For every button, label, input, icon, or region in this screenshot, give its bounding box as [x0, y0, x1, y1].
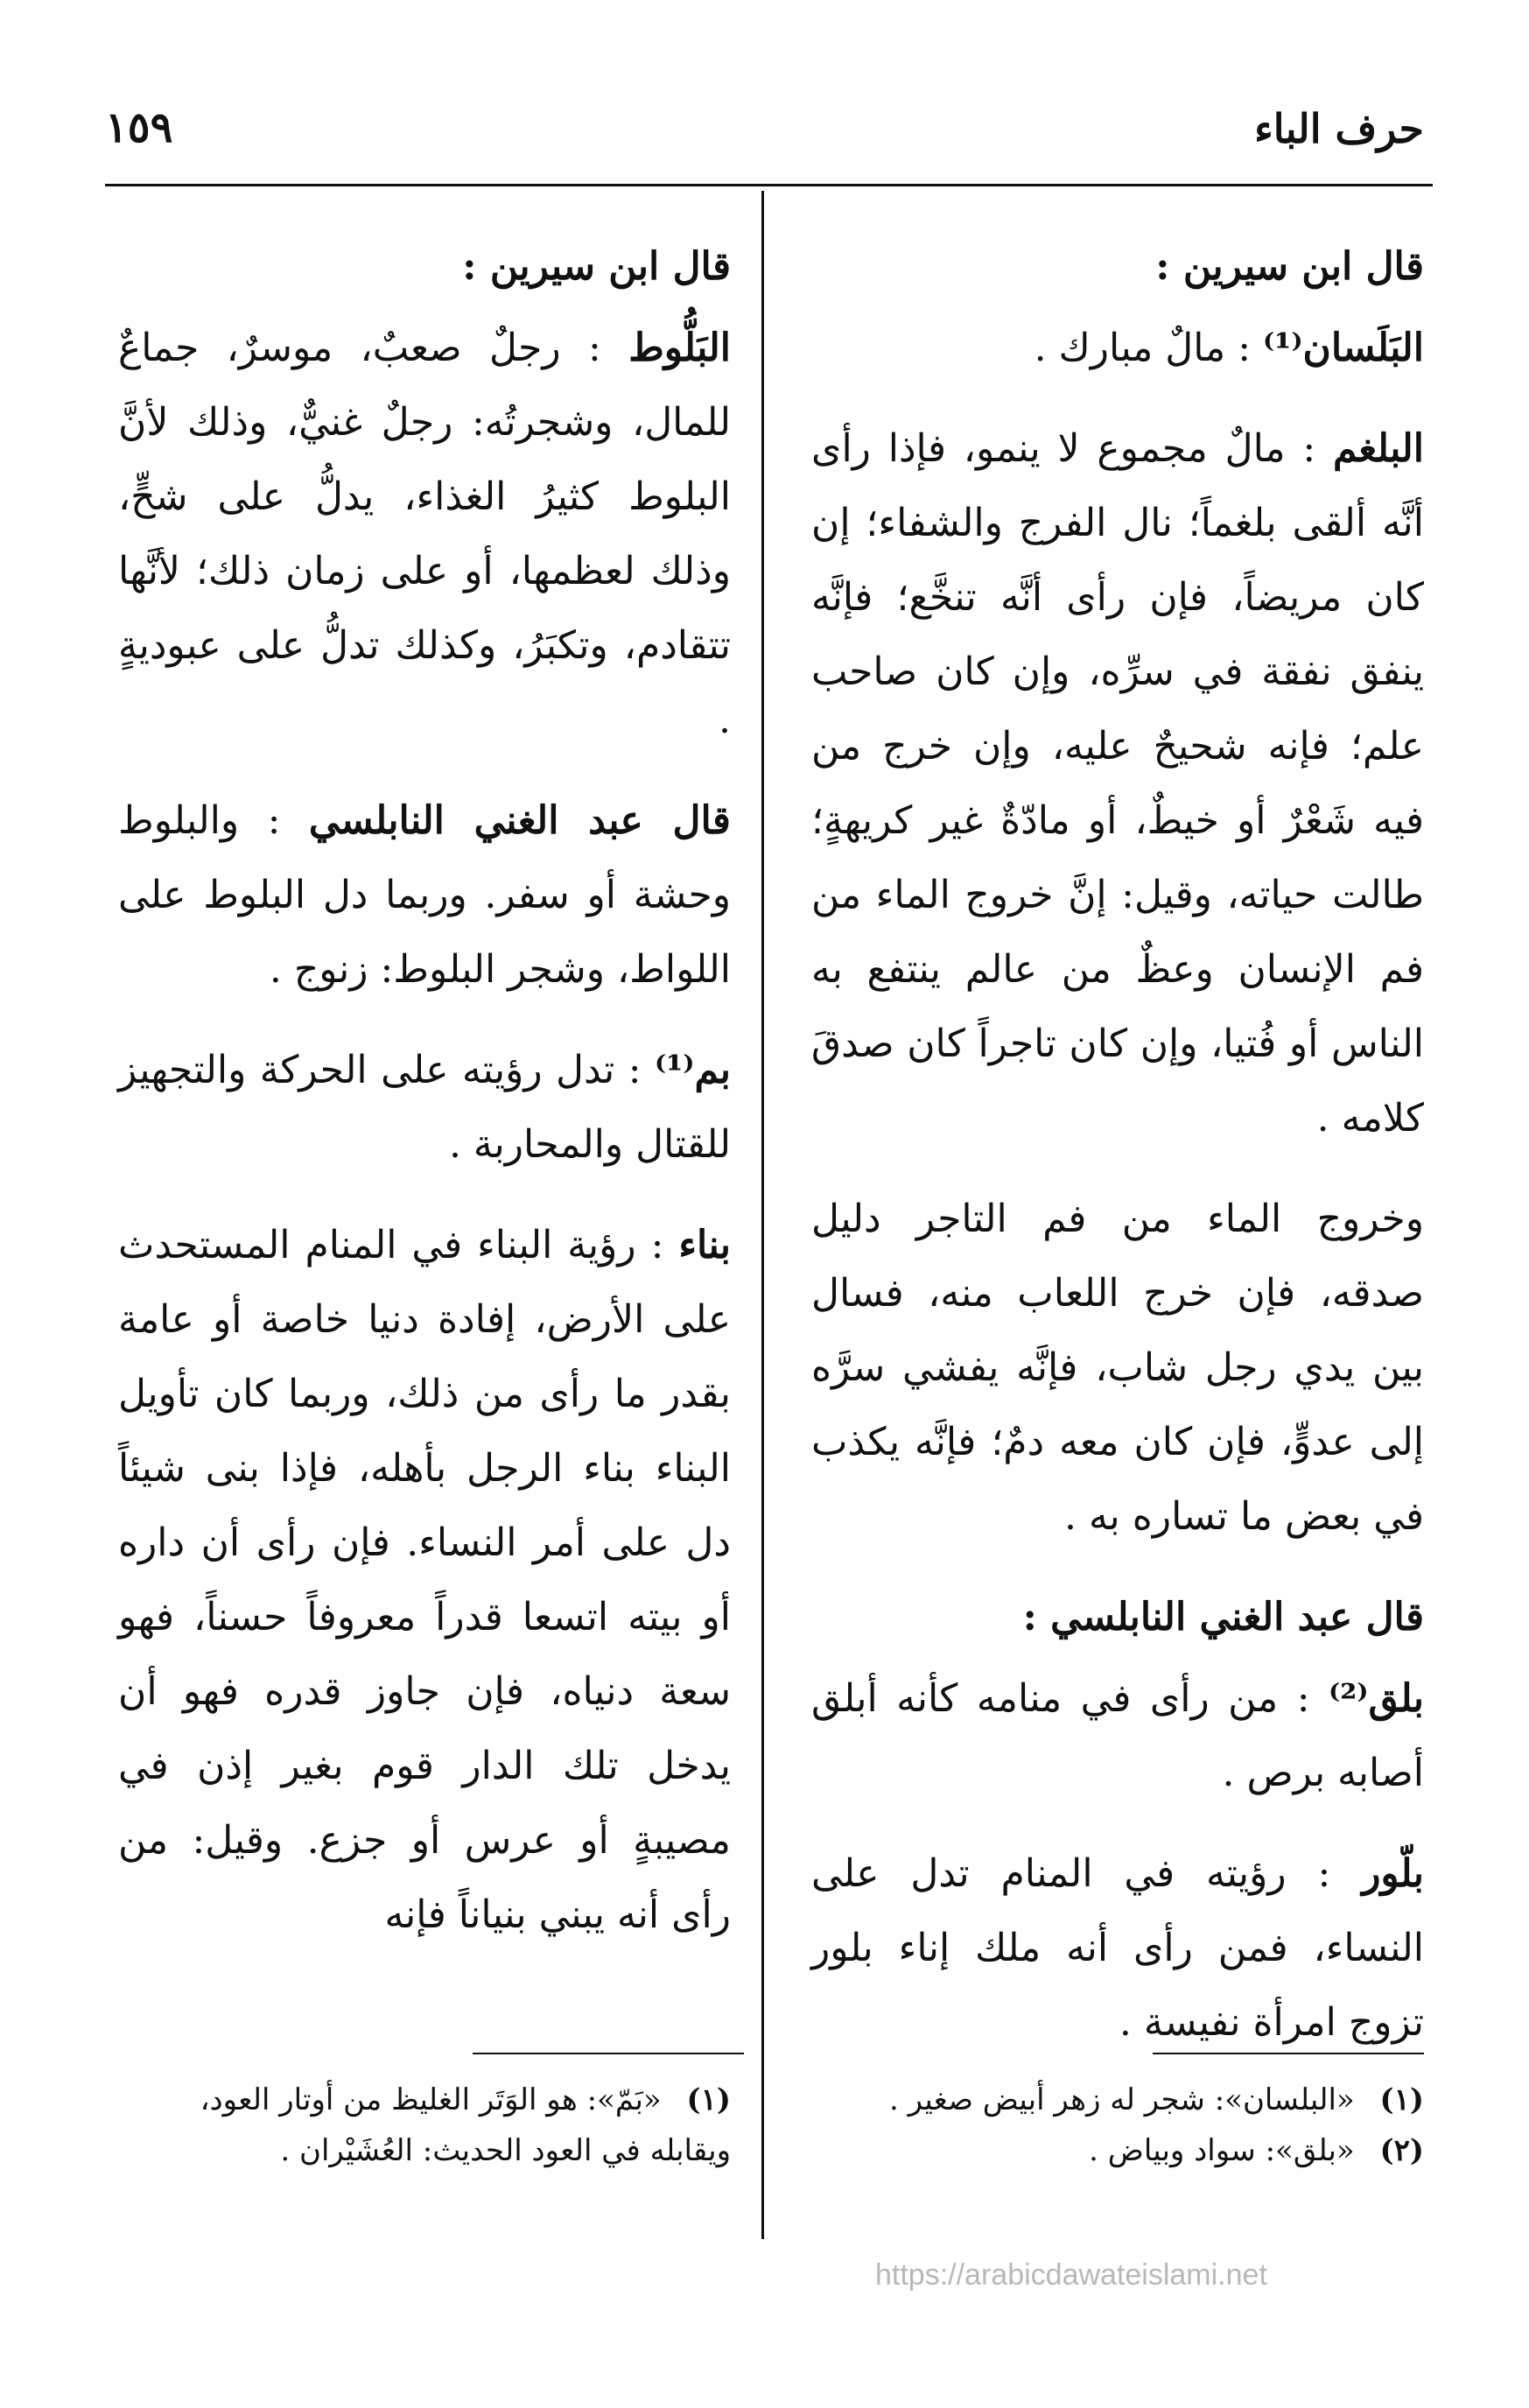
entry-text: : مالٌ مجموع لا ينمو، فإذا رأى أنَّه ألقى بلغماً؛ نال الفرج والشفاء؛ إن كان مريضاً، فإن رأى أنَّه تنخَّع؛ فإنَّه ينفق نفقة في سرِّه، وإن كان صاحب علم؛ فإنه شحيحٌ عليه، وإن خرج من فيه شَعْرٌ أو خيطٌ، أو مادّةٌ غير كريهةٍ؛ طالت حياته، وقيل: إنَّ خروج الماء من فم الإنسان وعظٌ من عالم ينتفع به الناس أو فُتيا، وإن كان تاجراً كان صدقَ كلامه .	[811, 426, 1425, 1141]
footnote-text: «بَمّ»: هو الوَتَر الغليظ من أوتار العود، ويقابله في العود الحديث: العُشَيْران .	[200, 2082, 731, 2168]
entry-term: بلّور	[1362, 1851, 1424, 1896]
entry-text: : رجلٌ صعبٌ، موسرٌ، جماعٌ للمال، وشجرتُه: رجلٌ غنيٌّ، وذلك لأنَّ البلوط كثيرُ الغذاء، يدلُّ على شحٍّ، وذلك لعظمها، أو على زمان ذلك؛ لأنَّها تتقادم، وتكبَرُ، وكذلك تدلُّ على عبوديةٍ .	[118, 326, 731, 742]
footnotes-right	[811, 2075, 1424, 2176]
footnote-number: (١)	[1379, 2082, 1424, 2117]
entry-text: : والبلوط وحشة أو سفر. وربما دل البلوط على اللواط، وشجر البلوط: زنوج .	[118, 798, 731, 992]
right-column	[811, 229, 1424, 2086]
entry-balasan	[811, 311, 1424, 385]
footnote-rule-right	[1153, 2053, 1424, 2054]
left-column	[118, 229, 731, 1978]
page-number: ١٥٩	[105, 103, 173, 152]
entry-bam	[118, 1033, 731, 1182]
page-header-title: حرف الباء	[1254, 105, 1424, 152]
footnote-number: (٢)	[1379, 2133, 1424, 2168]
entry-bina	[118, 1208, 731, 1952]
footnotes-left	[118, 2075, 731, 2176]
entry-balaq	[811, 1661, 1424, 1810]
footnote-text: «بلق»: سواد وبياض .	[1089, 2133, 1355, 2168]
footnote-number: (١)	[686, 2082, 731, 2117]
entry-term: قال عبد الغني النابلسي	[308, 798, 731, 843]
entry-text: : رؤية البناء في المنام المستحدث على الأرض، إفادة دنيا خاصة أو عامة بقدر ما رأى من ذلك، وربما كان تأويل البناء بناء الرجل بأهله، فإذا بنى شيئاً دل على أمر النساء. فإن رأى أن داره أو بيته اتسعا قدراً معروفاً حسناً، فهو سعة دنياه، فإن جاوز قدره فهو أن يدخل تلك الدار قوم بغير إذن في مصيبةٍ أو عرس أو جزع. وقيل: من رأى أنه يبني بنياناً فإنه	[118, 1223, 731, 1937]
entry-nabulsi	[118, 783, 731, 1007]
footnote-text: «البلسان»: شجر له زهر أبيض صغير .	[889, 2082, 1355, 2117]
entry-term: البَلَسان⁽¹⁾	[1263, 326, 1424, 370]
entry-ballut	[118, 311, 731, 757]
footnote	[811, 2125, 1424, 2176]
footnote	[118, 2075, 731, 2176]
footnote	[811, 2075, 1424, 2125]
entry-text: : تدل رؤيته على الحركة والتجهيز للقتال والمحاربة .	[118, 1048, 731, 1167]
watermark: https://arabicdawateislami.net	[875, 2258, 1267, 2292]
section-heading: قال عبد الغني النابلسي :	[1022, 1595, 1424, 1639]
entry-term: بناء	[678, 1223, 731, 1267]
section-heading: قال ابن سيرين :	[462, 244, 731, 289]
entry-term: البلغم	[1333, 426, 1424, 471]
entry-term: بم⁽¹⁾	[654, 1048, 731, 1092]
footnote-rule-left	[473, 2053, 744, 2054]
entry-text: : رؤيته في المنام تدل على النساء، فمن رأى أنه ملك إناء بلور تزوج امرأة نفيسة .	[811, 1851, 1424, 2045]
entry-text: : من رأى في منامه كأنه أبلق أصابه برص .	[811, 1676, 1424, 1795]
entry-term: البَلُّوط	[628, 326, 731, 370]
entry-text: : مالٌ مبارك .	[1034, 326, 1252, 370]
column-divider	[761, 191, 764, 2239]
entry-ballur	[811, 1836, 1424, 2060]
header-rule	[105, 184, 1433, 186]
entry-term: بلق⁽²⁾	[1328, 1676, 1424, 1721]
entry-balgham	[811, 411, 1424, 1155]
section-heading: قال ابن سيرين :	[1155, 244, 1424, 289]
paragraph: وخروج الماء من فم التاجر دليل صدقه، فإن خرج اللعاب منه، فسال بين يدي رجل شاب، فإنَّه يفشي سرَّه إلى عدوٍّ، فإن كان معه دمٌ؛ فإنَّه يكذب في بعض ما تساره به .	[811, 1197, 1424, 1539]
